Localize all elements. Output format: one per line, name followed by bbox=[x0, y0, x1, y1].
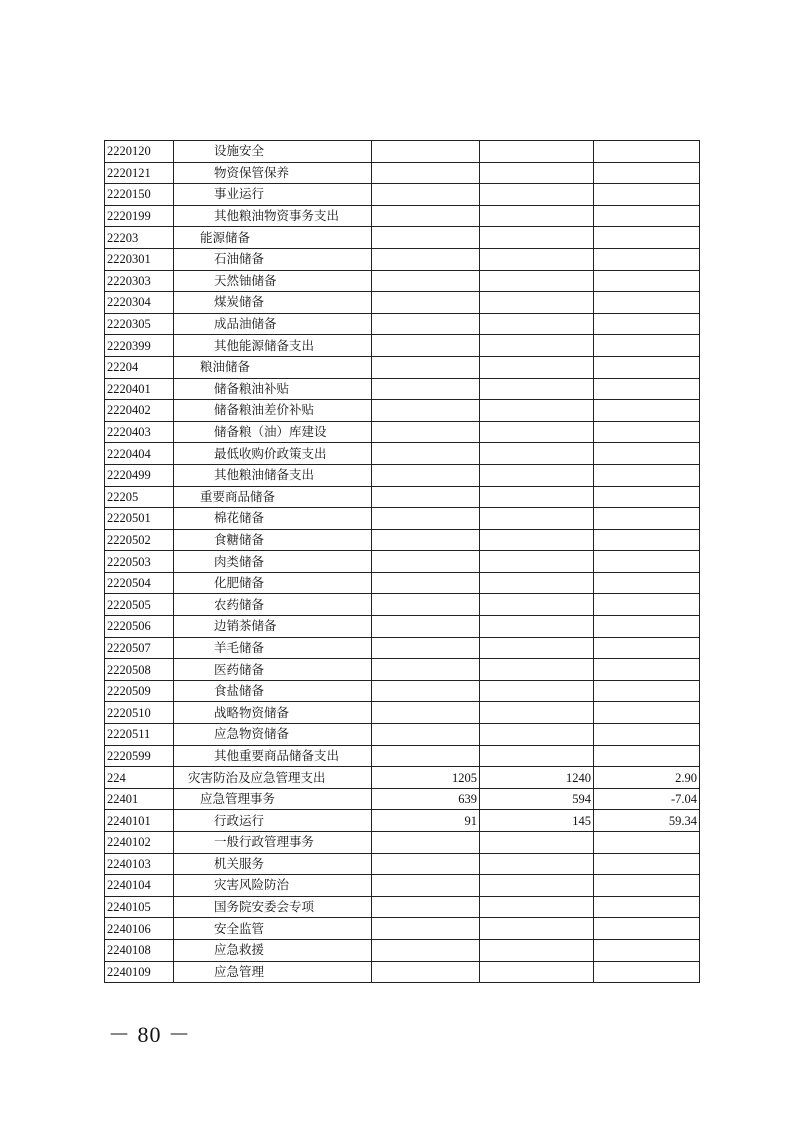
value-cell-2 bbox=[480, 248, 594, 270]
value-cell-3 bbox=[594, 572, 700, 594]
value-cell-1 bbox=[372, 724, 480, 746]
value-cell-1 bbox=[372, 335, 480, 357]
name-cell: 医药储备 bbox=[174, 659, 372, 681]
name-cell: 灾害防治及应急管理支出 bbox=[174, 767, 372, 789]
value-cell-3 bbox=[594, 680, 700, 702]
value-cell-1 bbox=[372, 421, 480, 443]
code-cell: 2220199 bbox=[105, 205, 174, 227]
value-cell-1 bbox=[372, 616, 480, 638]
value-cell-3 bbox=[594, 659, 700, 681]
value-cell-3 bbox=[594, 313, 700, 335]
table-row bbox=[105, 659, 700, 681]
code-cell: 2220121 bbox=[105, 162, 174, 184]
value-cell-3 bbox=[594, 702, 700, 724]
value-cell-2 bbox=[480, 961, 594, 983]
value-cell-2 bbox=[480, 724, 594, 746]
value-cell-3 bbox=[594, 508, 700, 530]
value-cell-1 bbox=[372, 551, 480, 573]
value-cell-1 bbox=[372, 702, 480, 724]
name-cell: 应急物资储备 bbox=[174, 724, 372, 746]
value-cell-2 bbox=[480, 270, 594, 292]
value-cell-3 bbox=[594, 248, 700, 270]
value-cell-2 bbox=[480, 508, 594, 530]
name-cell: 物资保管保养 bbox=[174, 162, 372, 184]
value-cell-1: 91 bbox=[372, 810, 480, 832]
table-row bbox=[105, 551, 700, 573]
table-row bbox=[105, 788, 700, 810]
code-cell: 2240101 bbox=[105, 810, 174, 832]
name-cell: 成品油储备 bbox=[174, 313, 372, 335]
value-cell-3 bbox=[594, 832, 700, 854]
name-cell: 农药储备 bbox=[174, 594, 372, 616]
table-row bbox=[105, 939, 700, 961]
value-cell-2 bbox=[480, 616, 594, 638]
code-cell: 2220510 bbox=[105, 702, 174, 724]
name-cell: 其他粮油储备支出 bbox=[174, 464, 372, 486]
budget-table bbox=[104, 140, 700, 983]
code-cell: 2220301 bbox=[105, 248, 174, 270]
name-cell: 行政运行 bbox=[174, 810, 372, 832]
value-cell-2 bbox=[480, 832, 594, 854]
value-cell-3 bbox=[594, 616, 700, 638]
budget-table-body bbox=[105, 141, 700, 983]
value-cell-2 bbox=[480, 529, 594, 551]
name-cell: 重要商品储备 bbox=[174, 486, 372, 508]
table-row bbox=[105, 637, 700, 659]
code-cell: 2220304 bbox=[105, 292, 174, 314]
value-cell-3 bbox=[594, 551, 700, 573]
name-cell: 储备粮油差价补贴 bbox=[174, 400, 372, 422]
value-cell-2 bbox=[480, 939, 594, 961]
code-cell: 2220404 bbox=[105, 443, 174, 465]
value-cell-2 bbox=[480, 421, 594, 443]
value-cell-1 bbox=[372, 205, 480, 227]
code-cell: 22205 bbox=[105, 486, 174, 508]
value-cell-2 bbox=[480, 400, 594, 422]
table-row bbox=[105, 464, 700, 486]
value-cell-1 bbox=[372, 443, 480, 465]
value-cell-3: 59.34 bbox=[594, 810, 700, 832]
table-row bbox=[105, 248, 700, 270]
value-cell-1 bbox=[372, 248, 480, 270]
value-cell-2 bbox=[480, 918, 594, 940]
value-cell-1 bbox=[372, 292, 480, 314]
code-cell: 2220401 bbox=[105, 378, 174, 400]
name-cell: 羊毛储备 bbox=[174, 637, 372, 659]
table-row bbox=[105, 184, 700, 206]
table-row bbox=[105, 745, 700, 767]
value-cell-3 bbox=[594, 464, 700, 486]
code-cell: 2220120 bbox=[105, 141, 174, 163]
table-row bbox=[105, 508, 700, 530]
table-row bbox=[105, 356, 700, 378]
table-row bbox=[105, 227, 700, 249]
value-cell-1 bbox=[372, 141, 480, 163]
table-row bbox=[105, 443, 700, 465]
table-row bbox=[105, 572, 700, 594]
table-row bbox=[105, 594, 700, 616]
value-cell-3 bbox=[594, 594, 700, 616]
name-cell: 一般行政管理事务 bbox=[174, 832, 372, 854]
name-cell: 煤炭储备 bbox=[174, 292, 372, 314]
value-cell-3 bbox=[594, 227, 700, 249]
value-cell-3 bbox=[594, 141, 700, 163]
value-cell-2 bbox=[480, 875, 594, 897]
table-row bbox=[105, 162, 700, 184]
table-row bbox=[105, 378, 700, 400]
value-cell-2 bbox=[480, 702, 594, 724]
table-row bbox=[105, 270, 700, 292]
value-cell-3 bbox=[594, 335, 700, 357]
code-cell: 22204 bbox=[105, 356, 174, 378]
value-cell-2 bbox=[480, 659, 594, 681]
value-cell-1 bbox=[372, 508, 480, 530]
value-cell-1 bbox=[372, 637, 480, 659]
value-cell-3 bbox=[594, 421, 700, 443]
value-cell-2 bbox=[480, 464, 594, 486]
value-cell-2 bbox=[480, 162, 594, 184]
name-cell: 棉花储备 bbox=[174, 508, 372, 530]
name-cell: 储备粮油补贴 bbox=[174, 378, 372, 400]
code-cell: 2220511 bbox=[105, 724, 174, 746]
value-cell-3 bbox=[594, 270, 700, 292]
code-cell: 2240103 bbox=[105, 853, 174, 875]
name-cell: 安全监管 bbox=[174, 918, 372, 940]
value-cell-1 bbox=[372, 270, 480, 292]
value-cell-1 bbox=[372, 918, 480, 940]
table-row bbox=[105, 400, 700, 422]
value-cell-2 bbox=[480, 745, 594, 767]
value-cell-1 bbox=[372, 680, 480, 702]
name-cell: 天然铀储备 bbox=[174, 270, 372, 292]
value-cell-1 bbox=[372, 313, 480, 335]
value-cell-1 bbox=[372, 529, 480, 551]
value-cell-2 bbox=[480, 853, 594, 875]
name-cell: 事业运行 bbox=[174, 184, 372, 206]
value-cell-1 bbox=[372, 356, 480, 378]
value-cell-3 bbox=[594, 486, 700, 508]
value-cell-1 bbox=[372, 875, 480, 897]
name-cell: 储备粮（油）库建设 bbox=[174, 421, 372, 443]
value-cell-1 bbox=[372, 896, 480, 918]
code-cell: 2220509 bbox=[105, 680, 174, 702]
value-cell-1 bbox=[372, 853, 480, 875]
name-cell: 设施安全 bbox=[174, 141, 372, 163]
value-cell-1 bbox=[372, 184, 480, 206]
value-cell-2 bbox=[480, 443, 594, 465]
value-cell-3 bbox=[594, 875, 700, 897]
table-row bbox=[105, 141, 700, 163]
value-cell-3 bbox=[594, 745, 700, 767]
value-cell-2 bbox=[480, 378, 594, 400]
value-cell-3 bbox=[594, 529, 700, 551]
code-cell: 2220503 bbox=[105, 551, 174, 573]
table-row bbox=[105, 767, 700, 789]
code-cell: 2220507 bbox=[105, 637, 174, 659]
value-cell-2 bbox=[480, 184, 594, 206]
value-cell-3 bbox=[594, 378, 700, 400]
value-cell-3 bbox=[594, 162, 700, 184]
value-cell-3 bbox=[594, 356, 700, 378]
name-cell: 应急管理 bbox=[174, 961, 372, 983]
name-cell: 肉类储备 bbox=[174, 551, 372, 573]
value-cell-2 bbox=[480, 141, 594, 163]
name-cell: 食糖储备 bbox=[174, 529, 372, 551]
code-cell: 2220501 bbox=[105, 508, 174, 530]
table-row bbox=[105, 853, 700, 875]
value-cell-2 bbox=[480, 680, 594, 702]
value-cell-2 bbox=[480, 292, 594, 314]
name-cell: 最低收购价政策支出 bbox=[174, 443, 372, 465]
value-cell-1: 1205 bbox=[372, 767, 480, 789]
code-cell: 2240106 bbox=[105, 918, 174, 940]
code-cell: 22401 bbox=[105, 788, 174, 810]
table-row bbox=[105, 724, 700, 746]
value-cell-3 bbox=[594, 184, 700, 206]
value-cell-2 bbox=[480, 313, 594, 335]
code-cell: 224 bbox=[105, 767, 174, 789]
code-cell: 2220402 bbox=[105, 400, 174, 422]
value-cell-2 bbox=[480, 896, 594, 918]
table-row bbox=[105, 313, 700, 335]
code-cell: 2240109 bbox=[105, 961, 174, 983]
value-cell-2 bbox=[480, 205, 594, 227]
table-row bbox=[105, 832, 700, 854]
table-row bbox=[105, 529, 700, 551]
name-cell: 粮油储备 bbox=[174, 356, 372, 378]
name-cell: 其他粮油物资事务支出 bbox=[174, 205, 372, 227]
value-cell-3 bbox=[594, 205, 700, 227]
code-cell: 2240102 bbox=[105, 832, 174, 854]
name-cell: 灾害风险防治 bbox=[174, 875, 372, 897]
value-cell-1 bbox=[372, 939, 480, 961]
value-cell-1 bbox=[372, 486, 480, 508]
value-cell-1 bbox=[372, 961, 480, 983]
table-row bbox=[105, 205, 700, 227]
value-cell-2 bbox=[480, 486, 594, 508]
value-cell-2: 1240 bbox=[480, 767, 594, 789]
value-cell-1 bbox=[372, 745, 480, 767]
value-cell-3 bbox=[594, 939, 700, 961]
value-cell-1 bbox=[372, 227, 480, 249]
code-cell: 2220508 bbox=[105, 659, 174, 681]
table-row bbox=[105, 702, 700, 724]
name-cell: 其他重要商品储备支出 bbox=[174, 745, 372, 767]
value-cell-3 bbox=[594, 637, 700, 659]
code-cell: 2220150 bbox=[105, 184, 174, 206]
name-cell: 战略物资储备 bbox=[174, 702, 372, 724]
value-cell-2 bbox=[480, 227, 594, 249]
value-cell-3 bbox=[594, 400, 700, 422]
value-cell-1 bbox=[372, 400, 480, 422]
name-cell: 石油储备 bbox=[174, 248, 372, 270]
value-cell-3 bbox=[594, 292, 700, 314]
code-cell: 2220305 bbox=[105, 313, 174, 335]
code-cell: 2240105 bbox=[105, 896, 174, 918]
value-cell-1 bbox=[372, 832, 480, 854]
table-row bbox=[105, 486, 700, 508]
value-cell-3 bbox=[594, 961, 700, 983]
name-cell: 化肥储备 bbox=[174, 572, 372, 594]
code-cell: 2240108 bbox=[105, 939, 174, 961]
value-cell-2: 145 bbox=[480, 810, 594, 832]
table-row bbox=[105, 616, 700, 638]
value-cell-3: -7.04 bbox=[594, 788, 700, 810]
value-cell-1 bbox=[372, 572, 480, 594]
value-cell-3 bbox=[594, 896, 700, 918]
page-number: － 80 － bbox=[108, 1022, 192, 1047]
table-row bbox=[105, 680, 700, 702]
code-cell: 2220502 bbox=[105, 529, 174, 551]
code-cell: 2220403 bbox=[105, 421, 174, 443]
value-cell-2 bbox=[480, 637, 594, 659]
table-row bbox=[105, 961, 700, 983]
code-cell: 2220506 bbox=[105, 616, 174, 638]
name-cell: 能源储备 bbox=[174, 227, 372, 249]
table-row bbox=[105, 335, 700, 357]
value-cell-3: 2.90 bbox=[594, 767, 700, 789]
table-row bbox=[105, 896, 700, 918]
value-cell-1: 639 bbox=[372, 788, 480, 810]
code-cell: 2240104 bbox=[105, 875, 174, 897]
table-row bbox=[105, 810, 700, 832]
table-row bbox=[105, 421, 700, 443]
value-cell-1 bbox=[372, 659, 480, 681]
name-cell: 应急管理事务 bbox=[174, 788, 372, 810]
value-cell-3 bbox=[594, 443, 700, 465]
value-cell-2 bbox=[480, 356, 594, 378]
value-cell-2 bbox=[480, 594, 594, 616]
table-row bbox=[105, 292, 700, 314]
code-cell: 2220504 bbox=[105, 572, 174, 594]
name-cell: 应急救援 bbox=[174, 939, 372, 961]
value-cell-2: 594 bbox=[480, 788, 594, 810]
name-cell: 边销茶储备 bbox=[174, 616, 372, 638]
code-cell: 22203 bbox=[105, 227, 174, 249]
value-cell-1 bbox=[372, 594, 480, 616]
name-cell: 其他能源储备支出 bbox=[174, 335, 372, 357]
code-cell: 2220399 bbox=[105, 335, 174, 357]
name-cell: 食盐储备 bbox=[174, 680, 372, 702]
table-row bbox=[105, 875, 700, 897]
code-cell: 2220499 bbox=[105, 464, 174, 486]
value-cell-2 bbox=[480, 335, 594, 357]
name-cell: 国务院安委会专项 bbox=[174, 896, 372, 918]
value-cell-1 bbox=[372, 162, 480, 184]
name-cell: 机关服务 bbox=[174, 853, 372, 875]
value-cell-2 bbox=[480, 572, 594, 594]
table-row bbox=[105, 918, 700, 940]
value-cell-1 bbox=[372, 378, 480, 400]
code-cell: 2220599 bbox=[105, 745, 174, 767]
value-cell-2 bbox=[480, 551, 594, 573]
value-cell-3 bbox=[594, 918, 700, 940]
value-cell-3 bbox=[594, 853, 700, 875]
code-cell: 2220303 bbox=[105, 270, 174, 292]
code-cell: 2220505 bbox=[105, 594, 174, 616]
value-cell-3 bbox=[594, 724, 700, 746]
value-cell-1 bbox=[372, 464, 480, 486]
